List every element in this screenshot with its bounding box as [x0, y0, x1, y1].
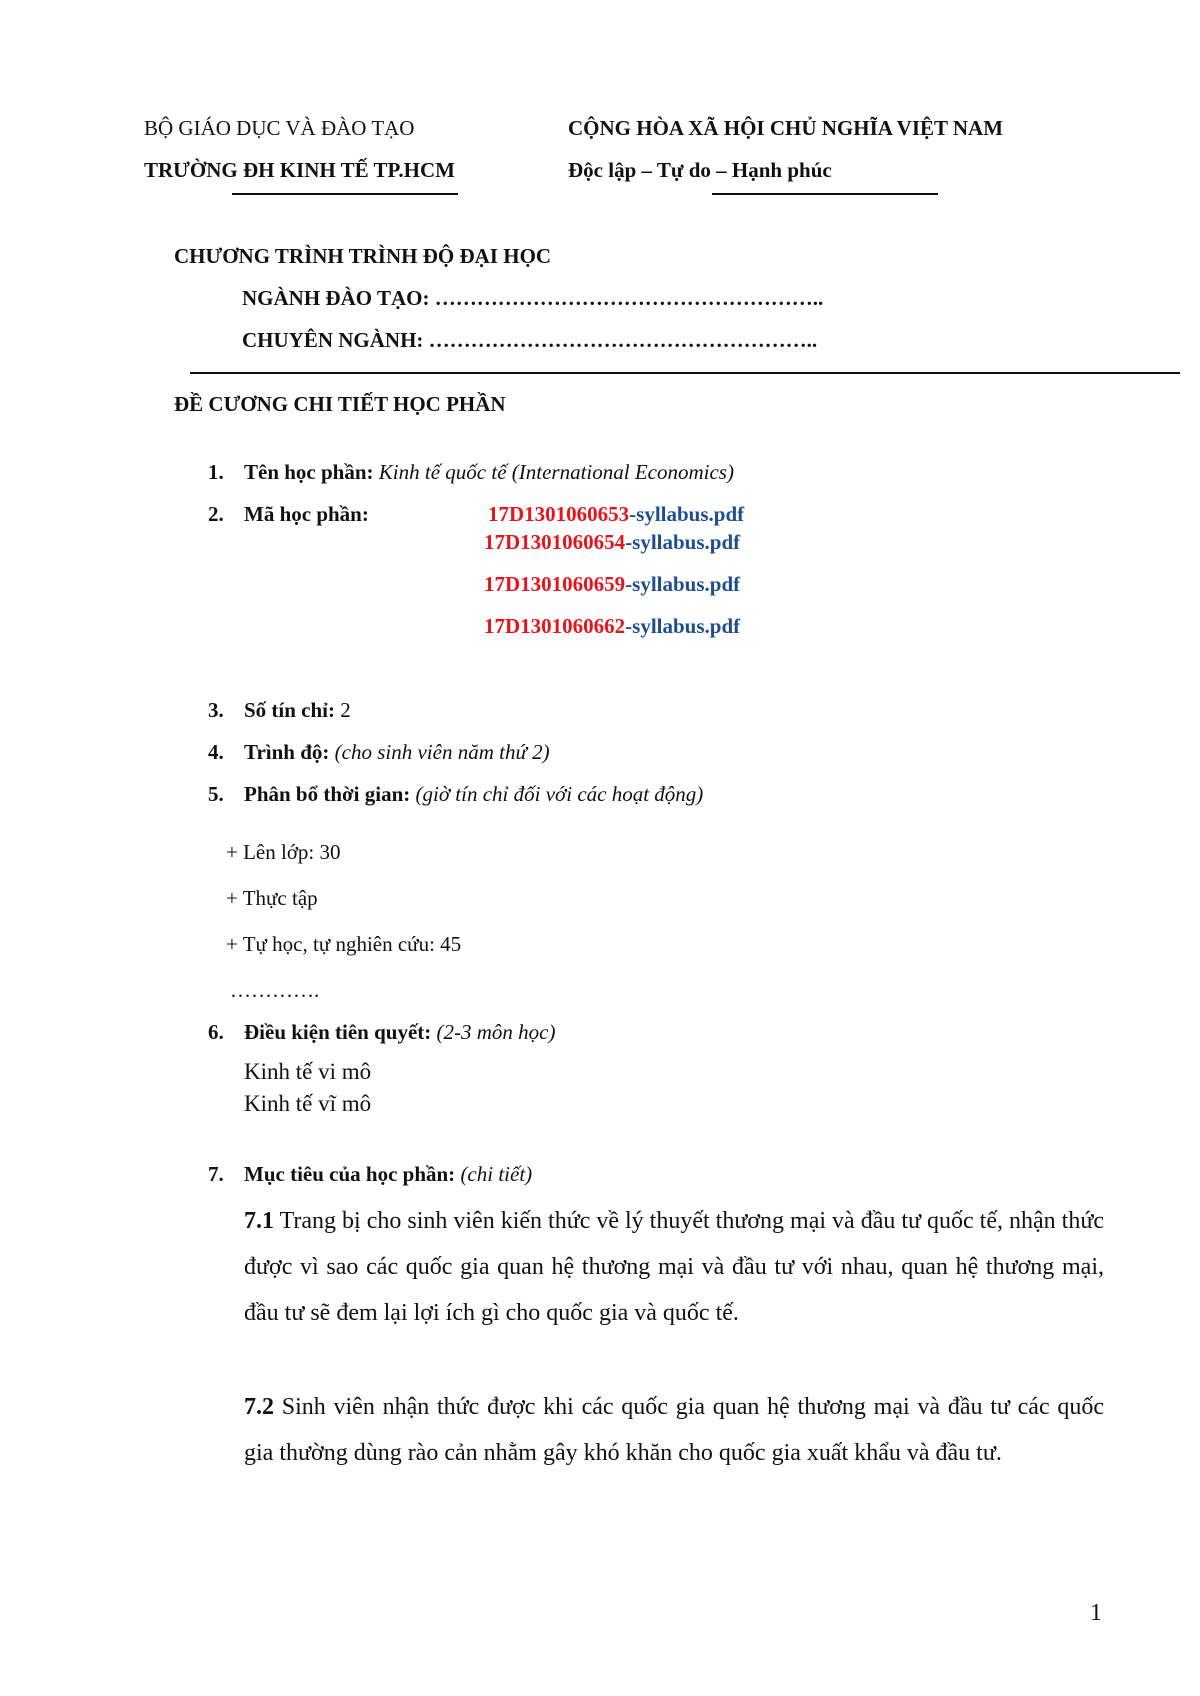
item-number: 1. [208, 460, 224, 484]
course-code: 17D1301060653 [488, 502, 630, 526]
item-label: Trình độ: [244, 740, 330, 764]
prerequisite-course: Kinh tế vi mô [244, 1059, 372, 1084]
item-number: 4. [208, 740, 224, 764]
item-value: 2 [340, 698, 351, 722]
course-code-link[interactable] [484, 530, 740, 555]
item-number: 7. [208, 1162, 224, 1186]
page-number: 1 [1090, 1600, 1102, 1626]
objective-number: 7.2 [244, 1394, 274, 1420]
ministry-name: BỘ GIÁO DỤC VÀ ĐÀO TẠO [144, 116, 415, 140]
course-code-link[interactable] [484, 572, 740, 597]
item-label: Mục tiêu của học phần: [244, 1162, 456, 1186]
objective-text: Sinh viên nhận thức được khi các quốc gia quan hệ thương mại và đầu tư các quốc gia thường dùng rào cản nhằm gây khó khăn cho quốc gia xuất khẩu và đầu tư. [244, 1394, 1105, 1466]
item-number: 2. [208, 502, 224, 526]
national-motto: Độc lập – Tự do – Hạnh phúc [568, 158, 832, 182]
item-number: 5. [208, 782, 224, 806]
program-title: CHƯƠNG TRÌNH TRÌNH ĐỘ ĐẠI HỌC [174, 244, 552, 268]
objective-number: 7.1 [244, 1208, 274, 1234]
item-label: Mã học phần: [244, 502, 369, 526]
item-course-code [208, 502, 369, 527]
course-code-suffix: -syllabus.pdf [625, 614, 741, 638]
item-time-allocation [208, 782, 703, 807]
course-code-suffix: -syllabus.pdf [625, 530, 741, 554]
item-label: Tên học phần: [244, 460, 374, 484]
item-label: Phân bổ thời gian: [244, 782, 411, 806]
course-code-suffix: -syllabus.pdf [629, 502, 745, 526]
objective-paragraph-2 [244, 1384, 1104, 1476]
item-value: Kinh tế quốc tế (International Economics) [378, 460, 734, 484]
nation-name: CỘNG HÒA XÃ HỘI CHỦ NGHĨA VIỆT NAM [568, 116, 1004, 140]
time-row-practice: + Thực tập [226, 886, 318, 910]
course-code: 17D1301060659 [484, 572, 626, 596]
time-row-self-study: + Tự học, tự nghiên cứu: 45 [226, 932, 462, 956]
item-value: (giờ tín chỉ đối với các hoạt động) [415, 782, 704, 806]
program-divider [190, 372, 1180, 374]
course-code: 17D1301060662 [484, 614, 626, 638]
header-right-underline [712, 193, 938, 195]
item-course-name [208, 460, 734, 485]
section-title: ĐỀ CƯƠNG CHI TIẾT HỌC PHẦN [174, 392, 506, 416]
objective-paragraph-1 [244, 1198, 1104, 1336]
item-level [208, 740, 550, 765]
item-label: Điều kiện tiên quyết: [244, 1020, 432, 1044]
objective-text: Trang bị cho sinh viên kiến thức về lý thuyết thương mại và đầu tư quốc tế, nhận thức được vì sao các quốc gia quan hệ thương mại và đầu tư với nhau, quan hệ thương mại, đầu tư sẽ đem lại lợi ích gì cho quốc gia và quốc tế. [244, 1208, 1104, 1326]
course-code-suffix: -syllabus.pdf [625, 572, 741, 596]
item-credits [208, 698, 351, 723]
prerequisite-course: Kinh tế vĩ mô [244, 1091, 372, 1116]
header-left-underline [232, 193, 458, 195]
item-number: 6. [208, 1020, 224, 1044]
time-row-lecture: + Lên lớp: 30 [226, 840, 341, 864]
item-value: (cho sinh viên năm thứ 2) [334, 740, 550, 764]
item-label: Số tín chỉ: [244, 698, 336, 722]
time-row-ellipsis: …………. [230, 978, 320, 1002]
item-value: (chi tiết) [460, 1162, 533, 1186]
course-code-link[interactable] [484, 614, 740, 639]
specialization-line: CHUYÊN NGÀNH: ……………………………………………….. [242, 328, 818, 352]
course-code: 17D1301060654 [484, 530, 626, 554]
item-value: (2-3 môn học) [436, 1020, 556, 1044]
item-number: 3. [208, 698, 224, 722]
course-code-link[interactable] [488, 502, 744, 527]
item-prerequisites [208, 1020, 555, 1045]
university-name: TRƯỜNG ĐH KINH TẾ TP.HCM [144, 158, 455, 182]
major-line: NGÀNH ĐÀO TẠO: ……………………………………………….. [242, 286, 824, 310]
item-objectives [208, 1162, 532, 1187]
